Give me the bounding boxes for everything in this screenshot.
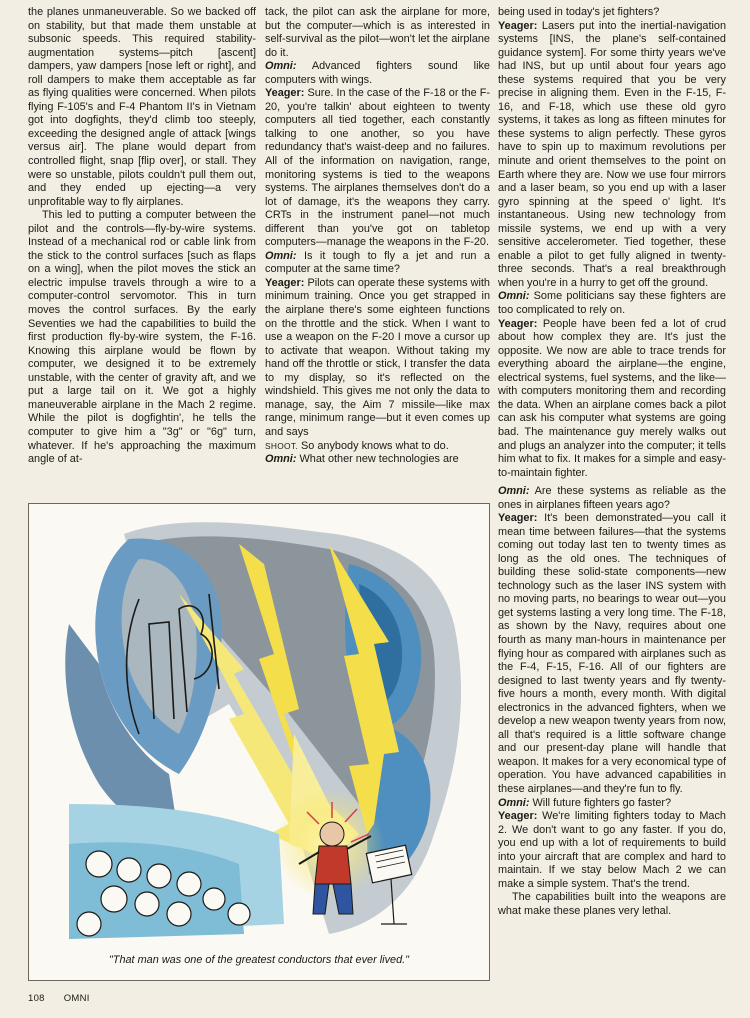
paragraph-text: Some politicians say these fighters are too complicated to rely on. <box>498 290 726 317</box>
dialogue-paragraph <box>265 6 490 60</box>
article-column-1 <box>28 6 256 467</box>
dialogue-paragraph <box>498 6 726 20</box>
paragraph-text: being used in today's jet fighters? <box>498 6 660 18</box>
dialogue-paragraph <box>265 87 490 250</box>
paragraph-text: Are these systems as reliable as the ones in airplanes fifteen years ago? <box>498 485 726 511</box>
dialogue-paragraph <box>265 250 490 277</box>
speaker-label: Yeager: <box>265 87 305 100</box>
speaker-label: Omni: <box>265 60 297 73</box>
figure-caption: "That man was one of the greatest conductors that ever lived." <box>108 954 410 966</box>
paragraph: This led to putting a computer between the pilot and the controls—fly-by-wire systems. Instead of a mechanical rod or cable link from the stick to the control surfaces [such as flaps on a wing], when the pilot moves the stick an electric impulse travels through a wire to a computer-control servomotor. This in turn moves the control surfaces. By the early Seventies we had the capabilities to build the first production fly-by-wire system, the F-16. Knowing this airplane would be flown by computer, we designed it to be extremely unstable, with the center of gravity aft, and we put a large tail on it. We got a highly maneuverable airplane in the Mach 2 regime. While the pilot is dogfightin', he tells the computer to give him a "3g" or "6g" turn, whatever. If he's approaching the maximum angle of at- <box>28 209 256 466</box>
dialogue-paragraph <box>498 810 726 891</box>
paragraph: the planes unmaneuverable. So we backed off on stability, but that made them unstable at subsonic speeds. This required stability-augmentation systems—pitch [ascent] dampers, yaw dampers [nose left or right], and roll dampers to make them acceptable as far as flying qualities were concerned. When pilots flying F-105's and F-4 Phantom II's in Vietnam got into dogfights, they'd climb too steeply, exceeding the designed angle of attack [wings versus air]. The plane would depart from controlled flight, snap [flip over], or stall. They were so unstable, pilots couldn't pull them out, and they ended up ejecting—a very unprofitable way to fly airplanes. <box>28 6 256 208</box>
paragraph-text: It's been demonstrated—you call it mean time between failures—that the systems coming out today last ten to twenty times as long as the old ones. The techniques of building these solid-state components—new technology such as the laser INS system with no moving parts, no bearings to wear out—you get systems lasting a very long time. The F-18, as shown by the Navy, requires about one fourth as many man-hours in maintenance per flying hour as compared with airplanes such as the F-4, F-15, F-16. All of our fighters are designed to last twenty years and fly twenty-five hours a month, every month. With digital electronics in the advanced fighters, when we develop a new weapon twenty years from now, all that's required is a little software change and our present-day plane will handle that weapon. It makes for a very economical type of operation. You have advanced capabilities in these airplanes—and they're fun to fly. <box>498 512 726 796</box>
paragraph-text: Lasers put into the inertial-navigation systems [INS, the plane's self-contained guidance system]. For some thirty years we've had INS, but up until about four years ago these systems required that you be very precise in aligning them. Even in the F-15, F-16, and F-18, which use these old gyro systems, it takes as long as fifteen minutes for these systems to align perfectly. These gyros have to spin up to maximum revolutions per minute and orient themselves to the point on Earth where they are. Now we use four mirrors and a laser beam, so you end up with a laser gyro spinning at the speed o' light. It's instantaneous. Using new technology from missile systems, we end up with a very sensitive accelerometer. Tied together, these enable a pilot to get fully aligned in twenty-three seconds. That's a real breakthrough when you're in a hurry to get off the ground. <box>498 19 726 289</box>
dialogue-paragraph <box>498 20 726 291</box>
page-footer <box>28 993 106 1004</box>
speaker-label: Yeager: <box>498 317 538 330</box>
speaker-label: Omni: <box>265 453 297 466</box>
speaker-label: Omni: <box>498 290 530 303</box>
speaker-label: Omni: <box>265 249 297 262</box>
paragraph-text: The capabilities built into the weapons are what make these planes very lethal. <box>498 891 726 917</box>
speaker-label: Yeager: <box>265 276 305 289</box>
paragraph-text: Is it tough to fly a jet and run a computer at the same time? <box>265 249 491 276</box>
paragraph-text: Will future fighters go faster? <box>532 796 672 809</box>
speaker-label: Yeager: <box>498 810 538 823</box>
speaker-label: Yeager: <box>498 512 538 525</box>
cartoon-artwork <box>29 504 489 980</box>
paragraph-text: People have been fed a lot of crud about how complex they are. It's just the opposite. We now are able to trace trends for everything aboard the airplane—the engine, electrical systems, fuel systems, and the like—with computers monitoring them and recording the data. When an airplane comes back a pilot can ask his computer what systems are going bad. The maintenance guy merely walks out and plugs an analyzer into the computer; it tells him what to fix. It makes for a simple and easy-to-maintain fighter. <box>498 317 727 479</box>
dialogue-paragraph <box>498 797 726 811</box>
paragraph-text: Pilots can operate these systems with minimum training. Once you get strapped in the airplane there's some eighteen functions on the throttle and the stick. When I want to use a weapon on the F-20 I move a cursor up to activate that weapon. Without taking my hand off the throttle or stick, I transfer the data to my display, so it's reflected on the windshield. This gives me not only the data to manage, say, the Aim 7 missile—like max range, minimum range—but it even comes up and says <box>265 276 490 438</box>
dialogue-paragraph <box>498 512 726 796</box>
dialogue-paragraph <box>265 60 490 87</box>
dialogue-paragraph <box>498 318 726 481</box>
dialogue-paragraph <box>498 891 726 918</box>
smallcaps-word: SHOOT. <box>265 440 298 451</box>
paragraph-text: Sure. In the case of the F-18 or the F-20, you're talkin' about eighteen to twenty computers all tied together, each constantly talking to one another, so you have redundancy that's waist-deep and no failures. All of the information on navigation, range, monitoring systems is tied to the weapons systems. The airplanes themselves don't do a lot of damage, it's the weapons they carry. CRTs in the instrument panel—not much different than you've got on tabletop computers—manage the weapons in the F-20. <box>265 87 490 249</box>
paragraph-text: We're limiting fighters today to Mach 2. We don't want to go any faster. If you do, you end up with a lot of requirements to build into your aircraft that are complex and hard to maintain. If we stay below Mach 2 we can make a simple system. That's the trend. <box>498 810 726 890</box>
dialogue-paragraph <box>498 485 726 512</box>
paragraph-text: What other new technologies are <box>299 453 459 466</box>
cartoon-illustration <box>28 503 490 981</box>
dialogue-paragraph <box>265 277 490 440</box>
article-column-3-continued <box>498 485 726 919</box>
magazine-name: OMNI <box>63 993 90 1004</box>
speaker-label: Omni: <box>498 796 530 809</box>
dialogue-paragraph <box>498 290 726 317</box>
paragraph-text: So anybody knows what to do. <box>301 439 449 452</box>
speaker-label: Omni: <box>498 485 530 497</box>
dialogue-paragraph <box>265 440 490 454</box>
page-number: 108 <box>28 993 45 1004</box>
paragraph-text: tack, the pilot can ask the airplane for more, but the computer—which is as interested in self-survival as the pilot—won't let the airplane do it. <box>265 6 490 59</box>
article-column-2 <box>265 6 490 467</box>
paragraph-text: Advanced fighters sound like computers with wings. <box>265 60 490 86</box>
speaker-label: Yeager: <box>498 19 538 32</box>
dialogue-paragraph <box>265 453 490 467</box>
article-column-3 <box>498 6 726 480</box>
